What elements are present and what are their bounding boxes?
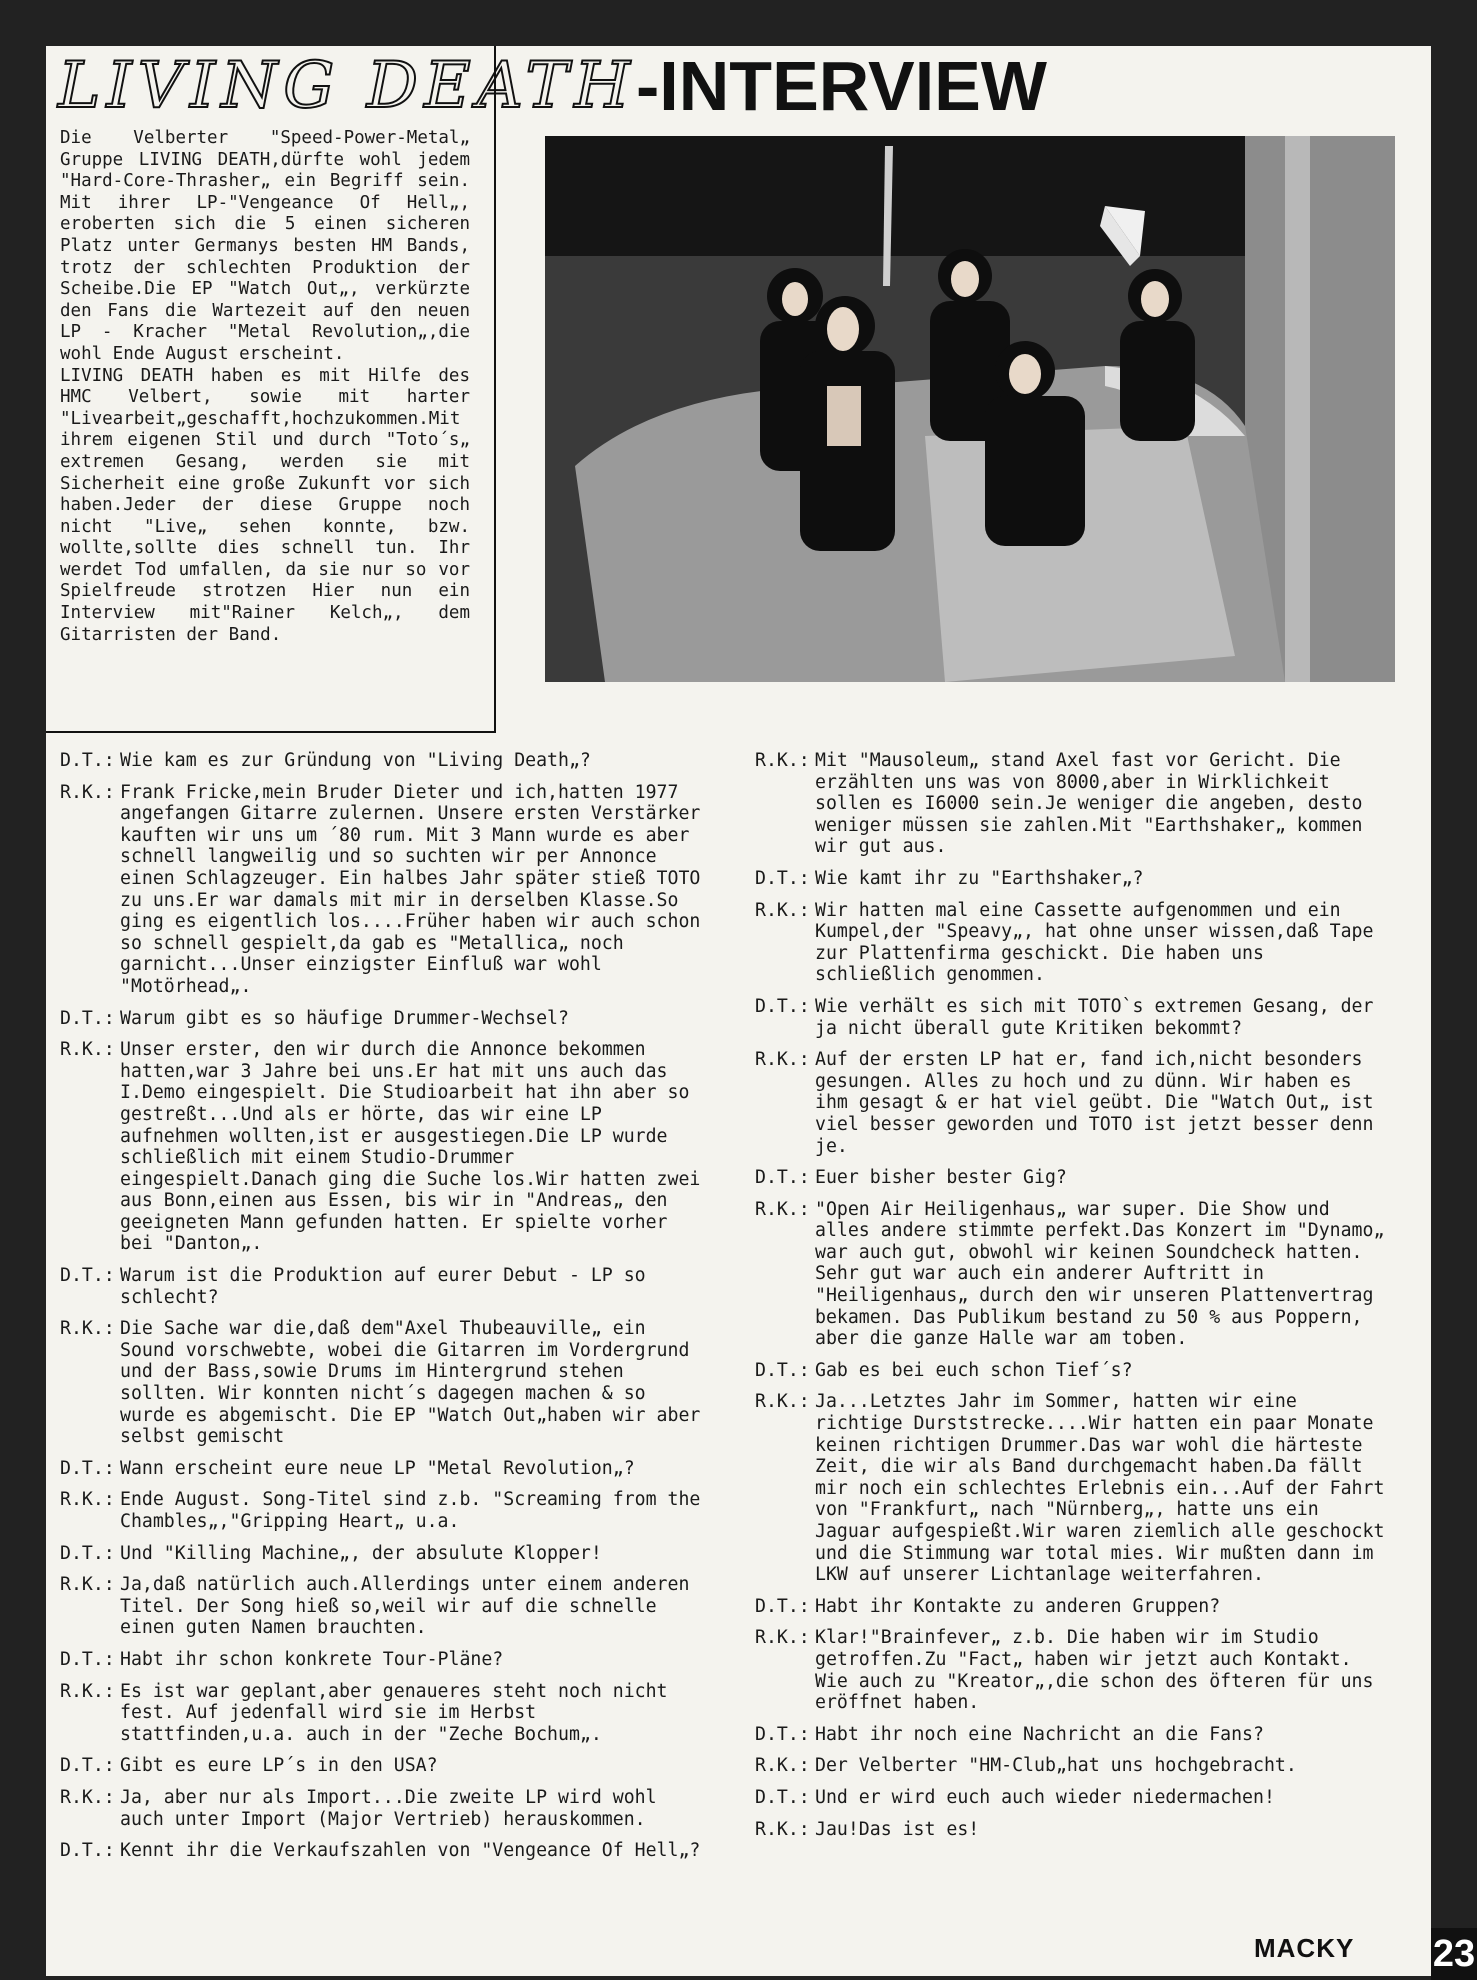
qa-entry bbox=[755, 1596, 1395, 1618]
qa-text: Unser erster, den wir durch die Annonce bekommen hatten,war 3 Jahre bei uns.Er hat mit uns auch das I.Demo eingespielt. Die Studioarbeit hat ihn aber so gestreßt...Und als er hörte, das wir eine LP aufnehmen wollten,ist er ausgestiegen.Die LP wurde schließlich mit einem Studio-Drummer eingespielt.Danach ging die Suche los.Wir hatten zwei aus Bonn,einen aus Essen, bis wir in "Andreas„ den geeigneten Mann gefunden hatten. Er spielte vorher bei "Danton„. bbox=[120, 1039, 701, 1255]
qa-entry bbox=[755, 1724, 1395, 1746]
qa-entry bbox=[60, 1574, 702, 1639]
title-bold: -INTERVIEW bbox=[636, 47, 1047, 125]
qa-entry bbox=[60, 750, 702, 772]
qa-entry bbox=[755, 1199, 1395, 1350]
qa-text: Klar!"Brainfever„ z.b. Die haben wir im Studio getroffen.Zu "Fact„ haben wir jetzt auch Kontakt. Wie auch zu "Kreator„,die schon des öfteren für uns eröffnet haben. bbox=[815, 1627, 1374, 1714]
speaker-label: R.K.: bbox=[60, 1680, 115, 1702]
speaker-label: R.K.: bbox=[755, 1755, 810, 1777]
qa-text: Wie kam es zur Gründung von "Living Death„? bbox=[120, 750, 591, 771]
qa-entry bbox=[60, 1489, 702, 1532]
speaker-label: R.K.: bbox=[60, 1318, 115, 1340]
qa-text: Und "Killing Machine„, der absulute Klopper! bbox=[120, 1542, 602, 1564]
qa-text: Ja...Letztes Jahr im Sommer, hatten wir eine richtige Durststrecke....Wir hatten ein paar Monate keinen richtigen Drummer.Das war wohl die härteste Zeit, die wir als Band durchgemacht haben.Da fällt mir noch ein schlechtes Erlebnis ein...Auf der Fahrt von "Frankfurt„ nach "Nürnberg„, hatte uns ein Jaguar aufgespießt.Wir waren ziemlich alle geschockt und die Stimmung war total mies. Wir mußten dann im LKW auf unserer Lichtanlage weiterfahren. bbox=[815, 1391, 1385, 1586]
band-photo bbox=[545, 136, 1395, 682]
footer-credit: MACKY bbox=[1254, 1933, 1355, 1963]
qa-entry bbox=[60, 1840, 702, 1862]
speaker-label: R.K.: bbox=[60, 781, 115, 803]
intro-paragraph: Die Velberter "Speed-Power-Metal„ Gruppe LIVING DEATH,dürfte wohl jedem "Hard-Core-Thrasher„ ein Begriff sein. Mit ihrer LP-"Vengeance Of Hell„, eroberten sich die 5 einen sicheren Platz unter Germanys besten HM Bands, trotz der schlechten Produktion der Scheibe.Die EP "Watch Out„, verkürzte den Fans die Wartezeit auf den neuen LP - Kracher "Metal Revolution„,die wohl Ende August erscheint. LIVING DEATH haben es mit Hilfe des HMC Velbert, sowie mit harter "Livearbeit„geschafft,hochzukommen.Mit ihrem eigenen Stil und durch "Toto´s„ extremen Gesang, werden sie mit Sicherheit eine große Zukunft vor sich haben.Jeder der diese Gruppe noch nicht "Live„ sehen konnte, bzw. wollte,sollte dies schnell tun. Ihr werdet Tod umfallen, da sie nur so vor Spielfreude strotzen Hier nun ein Interview mit"Rainer Kelch„, dem Gitarristen der Band. bbox=[60, 128, 470, 645]
qa-text: Wann erscheint eure neue LP "Metal Revolution„? bbox=[120, 1457, 635, 1479]
speaker-label: R.K.: bbox=[60, 1574, 115, 1596]
qa-text: Ja, aber nur als Import...Die zweite LP wird wohl auch unter Import (Major Vertrieb) herauskommen. bbox=[120, 1786, 657, 1830]
speaker-label: R.K.: bbox=[755, 750, 810, 771]
speaker-label: R.K.: bbox=[60, 1489, 115, 1511]
qa-entry bbox=[755, 1819, 1395, 1841]
qa-text: Auf der ersten LP hat er, fand ich,nicht besonders gesungen. Alles zu hoch und zu dünn. Wir haben es ihm gesagt & er hat viel geübt. Die "Watch Out„ ist viel besser geworden und TOTO ist jetzt besser denn je. bbox=[815, 1049, 1374, 1157]
qa-entry bbox=[60, 1649, 702, 1671]
qa-text: Habt ihr noch eine Nachricht an die Fans? bbox=[815, 1723, 1264, 1745]
qa-text: Mit "Mausoleum„ stand Axel fast vor Gericht. Die erzählten uns was von 8000,aber in Wirklichkeit sollen es I6000 sein.Je weniger die angeben, desto weniger müssen sie zahlen.Mit "Earthshaker„ kommen wir gut aus. bbox=[815, 750, 1363, 858]
page-number: 23 bbox=[1431, 1928, 1477, 1980]
qa-text: Ende August. Song-Titel sind z.b. "Screaming from the Chambles„,"Gripping Heart„ u.a. bbox=[120, 1489, 701, 1532]
band-photo-image bbox=[545, 136, 1395, 682]
qa-text: Euer bisher bester Gig? bbox=[815, 1167, 1067, 1189]
speaker-label: D.T.: bbox=[755, 1786, 810, 1808]
speaker-label: R.K.: bbox=[755, 1391, 810, 1413]
qa-text: Warum gibt es so häufige Drummer-Wechsel? bbox=[120, 1007, 569, 1029]
qa-entry bbox=[755, 868, 1395, 890]
qa-text: Jau!Das ist es! bbox=[815, 1818, 980, 1840]
qa-text: Frank Fricke,mein Bruder Dieter und ich,hatten 1977 angefangen Gitarre zulernen. Unsere ersten Verstärker kauften wir uns um ´80 rum. Mit 3 Mann wurde es aber schnell langweilig und so suchten wir per Annonce einen Schlagzeuger. Ein halbes Jahr später stieß TOTO zu uns.Er war damals mit mir in derselben Klasse.So ging es eigentlich los....Früher haben wir auch schon so schnell gespielt,da gab es "Metallica„ noch garnicht...Unser einzigster Einfluß war wohl "Motörhead„. bbox=[120, 781, 701, 997]
qa-entry bbox=[755, 996, 1395, 1039]
qa-entry bbox=[755, 900, 1395, 986]
qa-text: Habt ihr Kontakte zu anderen Gruppen? bbox=[815, 1595, 1221, 1617]
title-script: LIVING DEATH bbox=[58, 49, 636, 123]
speaker-label: D.T.: bbox=[60, 1755, 115, 1777]
qa-text: Kennt ihr die Verkaufszahlen von "Vengeance Of Hell„? bbox=[120, 1840, 701, 1862]
qa-entry bbox=[60, 1039, 702, 1255]
qa-text: Gab es bei euch schon Tief´s? bbox=[815, 1359, 1133, 1381]
qa-text: Habt ihr schon konkrete Tour-Pläne? bbox=[120, 1648, 504, 1670]
speaker-label: D.T.: bbox=[60, 1648, 115, 1670]
speaker-label: R.K.: bbox=[755, 1049, 810, 1071]
intro-text bbox=[60, 128, 470, 646]
speaker-label: D.T.: bbox=[60, 1007, 115, 1029]
qa-entry bbox=[60, 782, 702, 998]
qa-text: Wir hatten mal eine Cassette aufgenommen und ein Kumpel,der "Speavy„, hat ohne unser wissen,daß Tape zur Plattenfirma geschickt. Die haben uns schließlich genommen. bbox=[815, 899, 1374, 986]
speaker-label: D.T.: bbox=[755, 1359, 810, 1381]
qa-text: Die Sache war die,daß dem"Axel Thubeauville„ ein Sound vorschwebte, wobei die Gitarren im Vordergrund und der Bass,sowie Drums im Hintergrund stehen sollten. Wir konnten nicht´s dagegen machen & so wurde es abgemischt. Die EP "Watch Out„haben wir aber selbst gemischt bbox=[120, 1318, 701, 1448]
qa-entry bbox=[755, 1787, 1395, 1809]
qa-text: Warum ist die Produktion auf eurer Debut - LP so schlecht? bbox=[120, 1265, 646, 1308]
qa-entry bbox=[755, 1167, 1395, 1189]
qa-text: Es ist war geplant,aber genaueres steht noch nicht fest. Auf jedenfall wird sie im Herbst stattfinden,u.a. auch in der "Zeche Bochum„. bbox=[120, 1680, 668, 1745]
qa-entry bbox=[60, 1681, 702, 1746]
qa-entry bbox=[60, 1318, 702, 1448]
speaker-label: R.K.: bbox=[60, 1786, 115, 1808]
speaker-label: R.K.: bbox=[60, 1039, 115, 1061]
speaker-label: D.T.: bbox=[60, 1840, 115, 1862]
speaker-label: R.K.: bbox=[755, 1627, 810, 1649]
qa-text: Ja,daß natürlich auch.Allerdings unter einem anderen Titel. Der Song hieß so,weil wir auf die schnelle einen guten Namen brauchten. bbox=[120, 1574, 690, 1639]
speaker-label: D.T.: bbox=[60, 750, 115, 771]
qa-text: "Open Air Heiligenhaus„ war super. Die Show und alles andere stimmte perfekt.Das Konzert im "Dynamo„ war auch gut, obwohl wir keinen Soundcheck hatten. Sehr gut war auch ein anderer Auftritt in "Heiligenhaus„ durch den wir unseren Plattenvertrag bekamen. Das Publikum bestand zu 50 % aus Poppern, aber die ganze Halle war am toben. bbox=[815, 1198, 1385, 1350]
speaker-label: D.T.: bbox=[755, 1167, 810, 1189]
speaker-label: D.T.: bbox=[60, 1265, 115, 1287]
qa-text: Wie verhält es sich mit TOTO`s extremen Gesang, der ja nicht überall gute Kritiken bekommt? bbox=[815, 995, 1374, 1039]
qa-entry bbox=[60, 1543, 702, 1565]
speaker-label: D.T.: bbox=[755, 995, 810, 1017]
speaker-label: D.T.: bbox=[755, 1723, 810, 1745]
qa-text: Und er wird euch auch wieder niedermachen! bbox=[815, 1786, 1275, 1808]
qa-text: Gibt es eure LP´s in den USA? bbox=[120, 1755, 438, 1777]
speaker-label: R.K.: bbox=[755, 1198, 810, 1220]
speaker-label: D.T.: bbox=[60, 1542, 115, 1564]
speaker-label: D.T.: bbox=[60, 1457, 115, 1479]
qa-entry bbox=[60, 1755, 702, 1777]
page-title bbox=[58, 48, 1047, 124]
qa-entry bbox=[755, 1627, 1395, 1713]
qa-entry bbox=[755, 750, 1395, 858]
qa-entry bbox=[60, 1265, 702, 1308]
interview-column-left bbox=[60, 750, 702, 1872]
qa-entry bbox=[60, 1458, 702, 1480]
qa-entry bbox=[755, 1755, 1395, 1777]
interview-column-right bbox=[755, 750, 1395, 1850]
qa-entry bbox=[755, 1360, 1395, 1382]
qa-text: Wie kamt ihr zu "Earthshaker„? bbox=[815, 867, 1144, 889]
qa-entry bbox=[60, 1787, 702, 1830]
qa-entry bbox=[755, 1391, 1395, 1585]
speaker-label: D.T.: bbox=[755, 1595, 810, 1617]
speaker-label: R.K.: bbox=[755, 899, 810, 921]
speaker-label: R.K.: bbox=[755, 1818, 810, 1840]
qa-entry bbox=[755, 1049, 1395, 1157]
qa-entry bbox=[60, 1008, 702, 1030]
qa-text: Der Velberter "HM-Club„hat uns hochgebracht. bbox=[815, 1755, 1297, 1777]
speaker-label: D.T.: bbox=[755, 867, 810, 889]
